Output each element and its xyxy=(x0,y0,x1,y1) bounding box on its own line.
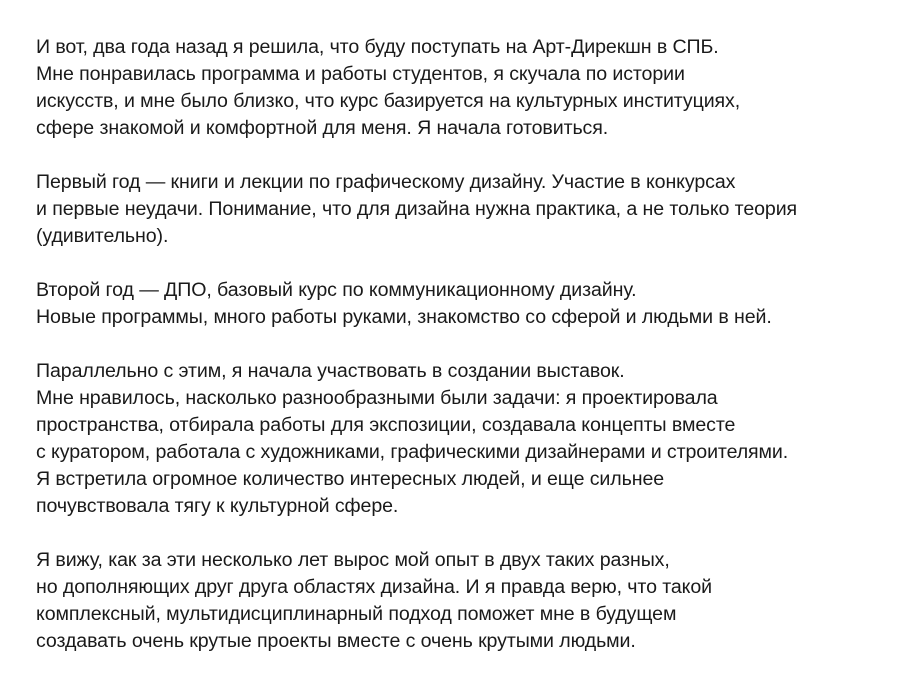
text-line: пространства, отбирала работы для экспозиции, создавала концепты вместе xyxy=(36,414,736,436)
text-line: комплексный, мультидисциплинарный подход поможет мне в будущем xyxy=(36,603,677,625)
text-line: сфере знакомой и комфортной для меня. Я начала готовиться. xyxy=(36,117,609,139)
text-line: Первый год — книги и лекции по графическому дизайну. Участие в конкурсах xyxy=(36,171,736,193)
text-line: Мне нравилось, насколько разнообразными были задачи: я проектировала xyxy=(36,387,718,409)
text-line: Я вижу, как за эти несколько лет вырос мой опыт в двух таких разных, xyxy=(36,549,670,571)
paragraph-4 xyxy=(36,358,886,520)
text-line: но дополняющих друг друга областях дизайна. И я правда верю, что такой xyxy=(36,576,712,598)
paragraph-2 xyxy=(36,169,886,250)
text-line: Мне понравилась программа и работы студентов, я скучала по истории xyxy=(36,63,685,85)
text-line: И вот, два года назад я решила, что буду поступать на Арт-Дирекшн в СПБ. xyxy=(36,36,719,58)
text-line: с куратором, работала с художниками, графическими дизайнерами и строителями. xyxy=(36,441,789,463)
document-body xyxy=(36,34,886,682)
text-line: создавать очень крутые проекты вместе с очень крутыми людьми. xyxy=(36,630,636,652)
text-line: и первые неудачи. Понимание, что для дизайна нужна практика, а не только теория xyxy=(36,198,798,220)
paragraph-5 xyxy=(36,547,886,655)
text-line: Новые программы, много работы руками, знакомство со сферой и людьми в ней. xyxy=(36,306,772,328)
text-line: искусств, и мне было близко, что курс базируется на культурных институциях, xyxy=(36,90,741,112)
paragraph-1 xyxy=(36,34,886,142)
text-line: Я встретила огромное количество интересных людей, и еще сильнее xyxy=(36,468,665,490)
paragraph-3 xyxy=(36,277,886,331)
text-line: (удивительно). xyxy=(36,225,169,247)
text-line: почувствовала тягу к культурной сфере. xyxy=(36,495,399,517)
text-line: Параллельно с этим, я начала участвовать в создании выставок. xyxy=(36,360,625,382)
text-line: Второй год — ДПО, базовый курс по коммуникационному дизайну. xyxy=(36,279,637,301)
